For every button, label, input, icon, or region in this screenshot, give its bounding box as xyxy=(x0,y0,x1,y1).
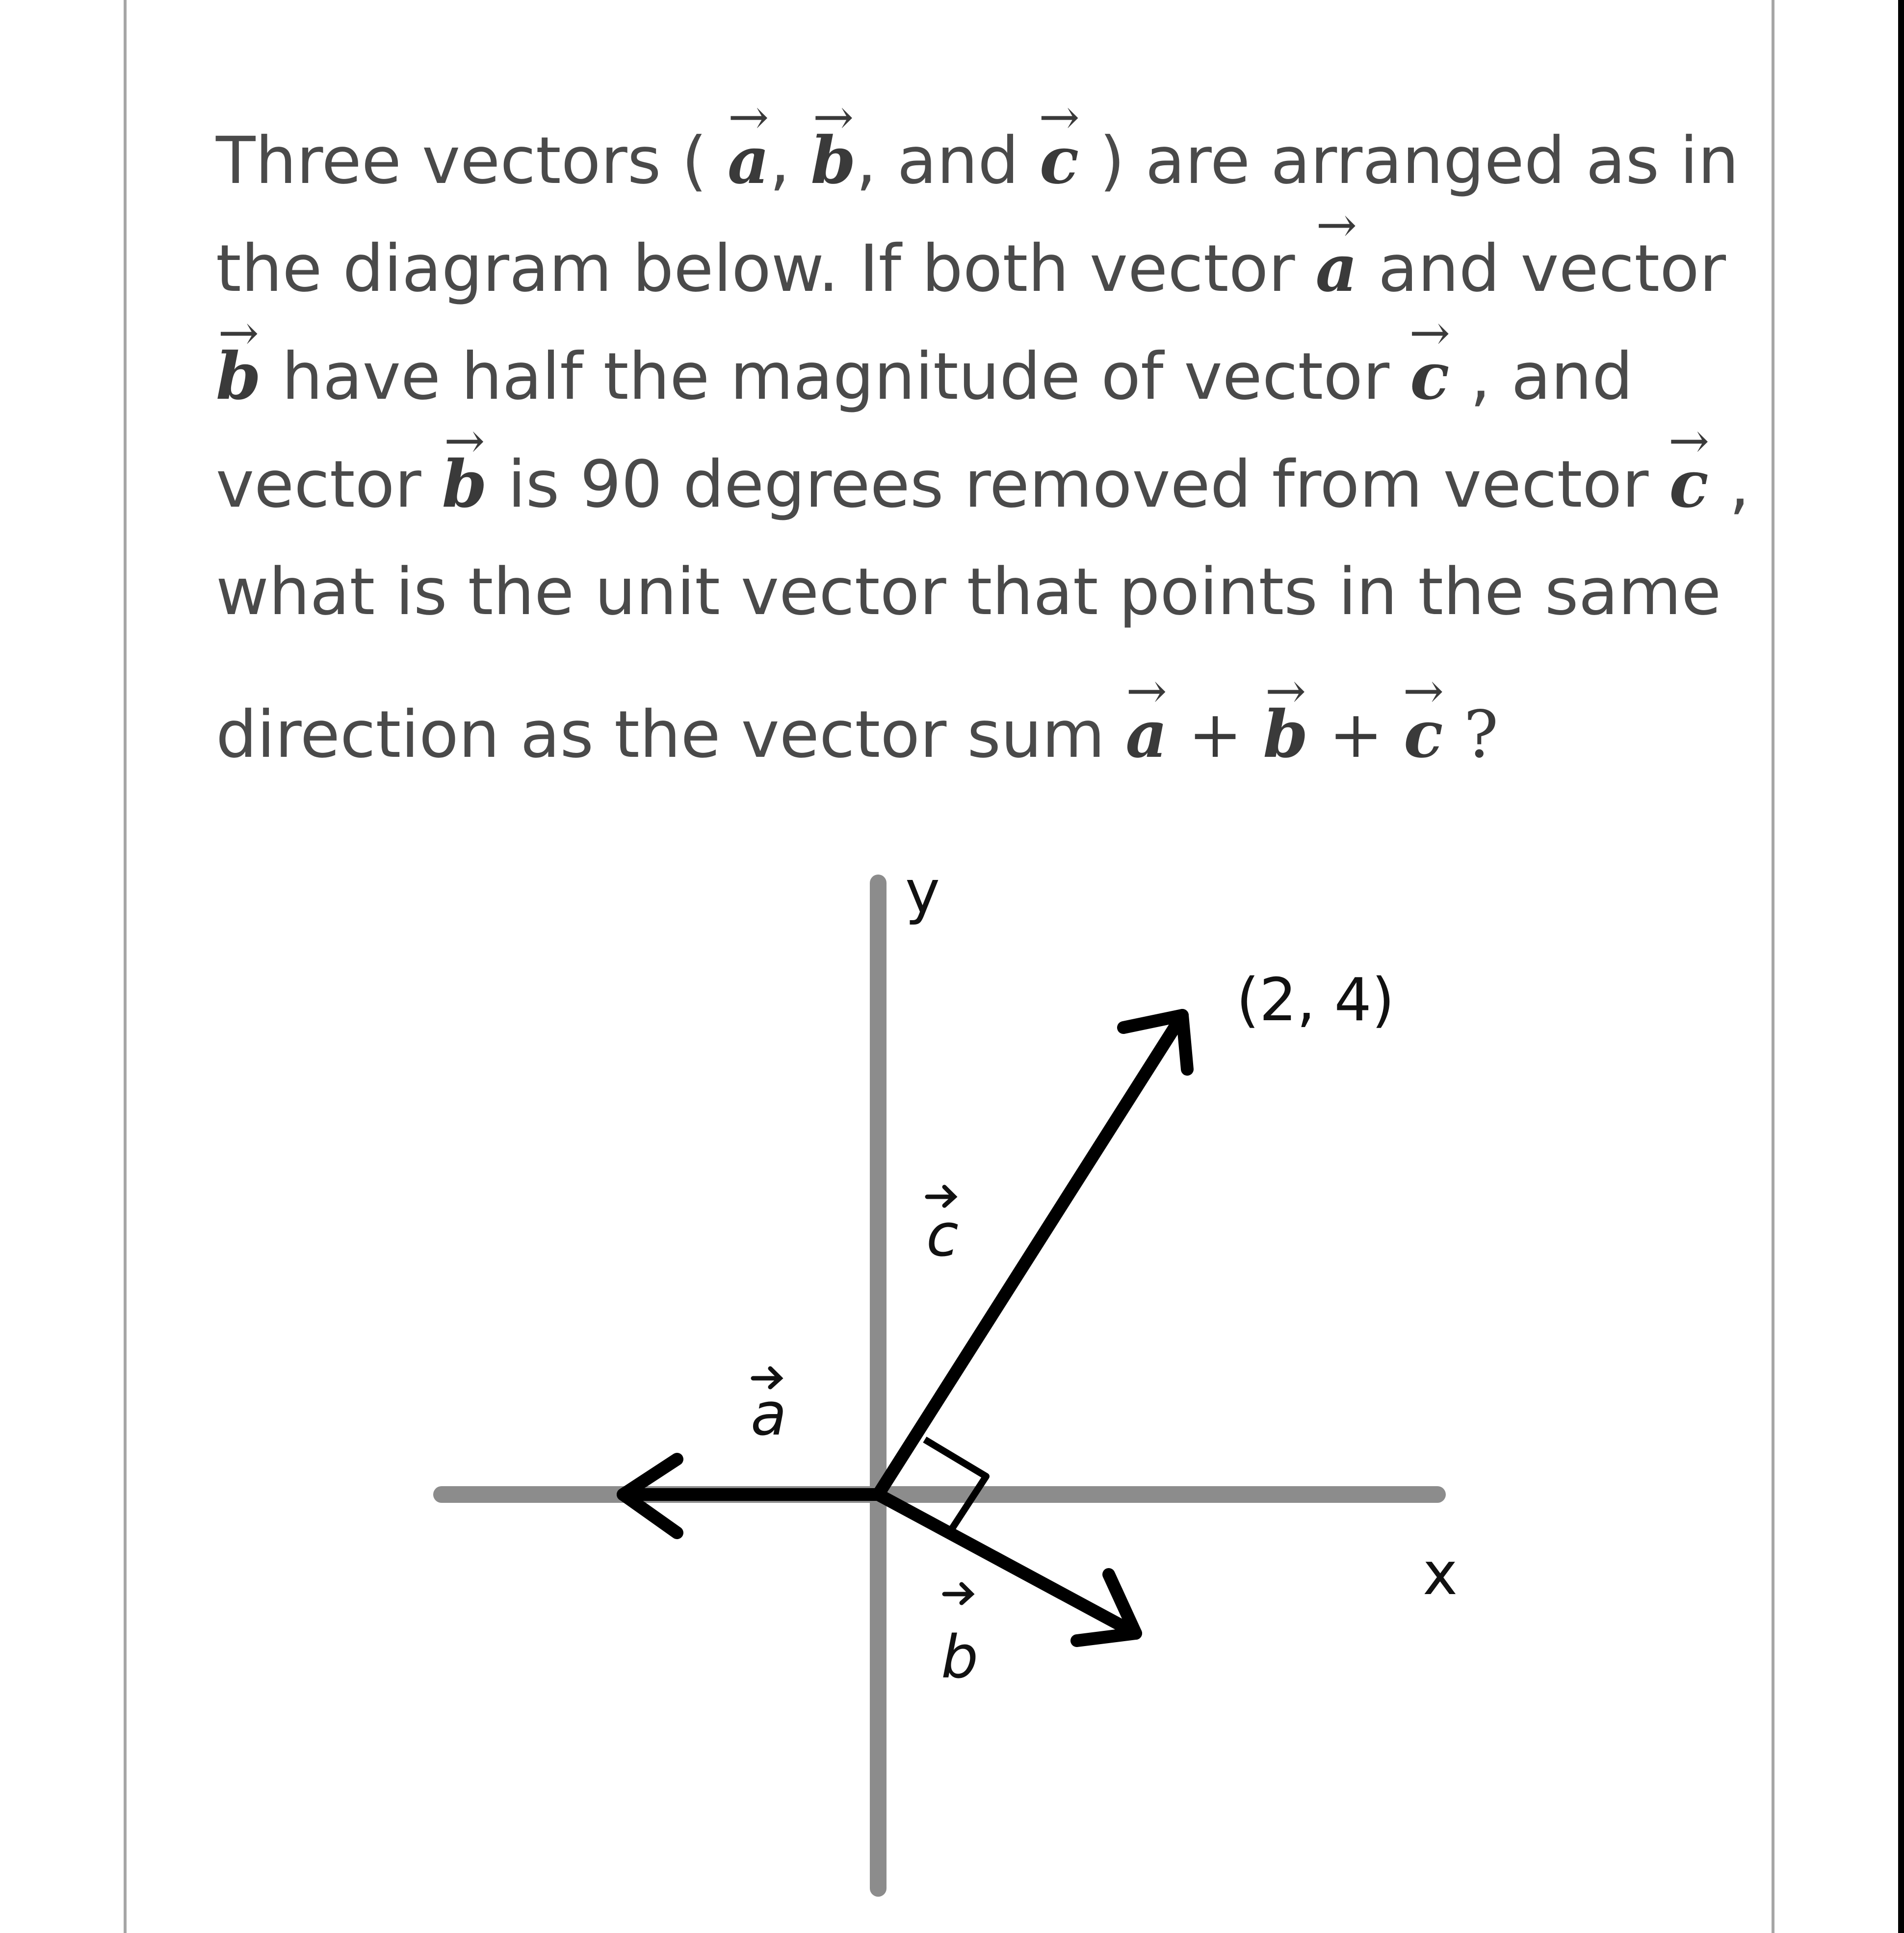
vector-c-label: c xyxy=(926,1202,959,1270)
question-line-6: direction as the vector sum → a + → b + → c ? xyxy=(216,696,1498,785)
vector-a-symbol: → a xyxy=(1316,231,1358,307)
question-line-1: Three vectors ( → a, → b, and → c ) are arranged as in xyxy=(216,123,1739,211)
vector-c-symbol: → c xyxy=(1040,123,1079,199)
vector-a-symbol: → a xyxy=(1125,696,1168,773)
question-line-3: → b have half the magnitude of vector → c , and xyxy=(216,338,1633,427)
y-axis-label: y xyxy=(905,858,940,927)
point-label: (2, 4) xyxy=(1236,966,1395,1034)
vector-b xyxy=(878,1495,1136,1633)
vector-b-symbol: → b xyxy=(442,446,487,522)
vector-b-label-arrow xyxy=(944,1584,971,1603)
vector-b-symbol: → b xyxy=(216,338,261,414)
x-axis-label: x xyxy=(1423,1540,1458,1608)
question-line-4: vector → b is 90 degrees removed from vector → c , xyxy=(216,446,1750,535)
question-line-5: what is the unit vector that points in the same xyxy=(216,554,1721,630)
vector-b-symbol: → b xyxy=(1263,696,1308,773)
vector-c-symbol: → c xyxy=(1404,696,1443,773)
vector-c xyxy=(878,1015,1182,1495)
vector-c-symbol: → c xyxy=(1410,338,1449,414)
vector-a-label: a xyxy=(751,1381,787,1449)
question-line-2: the diagram below. If both vector → a and vector xyxy=(216,231,1726,319)
vector-c-symbol: → c xyxy=(1669,446,1708,522)
vector-b-symbol: → b xyxy=(810,123,856,199)
vector-a-symbol: → a xyxy=(728,123,770,199)
vector-b-label: b xyxy=(941,1624,979,1692)
